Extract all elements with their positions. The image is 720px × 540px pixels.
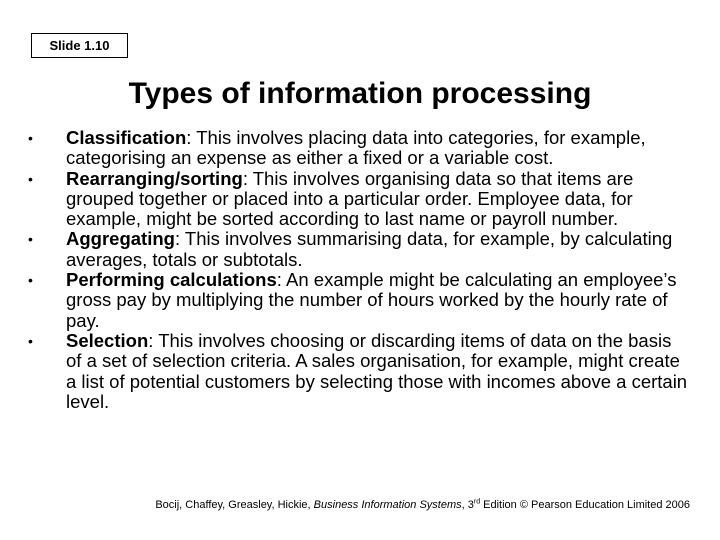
citation-book-title: Business Information Systems xyxy=(313,499,462,511)
citation-footer xyxy=(0,498,690,512)
bullet-text: : This involves placing data into categories, for example, categorising an expense as either a fixed or a variable cost. xyxy=(66,127,646,169)
bullet-text: : An example might be calculating an employee’s gross pay by multiplying the number of hours worked by the hourly rate of pay. xyxy=(66,269,677,331)
slide-number-badge: Slide 1.10 xyxy=(31,33,128,58)
bullet-icon: • xyxy=(28,332,33,349)
bullet-term: Aggregating xyxy=(66,228,175,250)
bullet-text: : This involves organising data so that items are grouped together or placed into a particular order. Employee data, for example, might be sorted according to last name or payroll number. xyxy=(66,167,634,230)
bullet-icon: • xyxy=(28,170,33,187)
bullet-list xyxy=(28,128,688,412)
citation-edition: , 3 xyxy=(461,499,474,511)
bullet-icon: • xyxy=(28,272,33,289)
bullet-term: Classification xyxy=(66,127,187,148)
bullet-item-classification xyxy=(28,128,688,169)
bullet-item-aggregating xyxy=(28,229,688,270)
citation-publisher: Edition © Pearson Education Limited 2006 xyxy=(480,499,690,511)
bullet-text: : This involves summarising data, for example, by calculating averages, totals or subtotals. xyxy=(66,228,673,270)
bullet-icon: • xyxy=(28,130,33,146)
citation-edition-suffix: rd xyxy=(473,498,481,506)
bullet-item-calculations xyxy=(28,270,688,331)
bullet-term: Performing calculations xyxy=(66,269,277,291)
slide-title: Types of information processing xyxy=(128,77,592,110)
citation-authors: Bocij, Chaffey, Greasley, Hickie, xyxy=(155,499,314,511)
bullet-term: Selection xyxy=(66,329,149,351)
bullet-term: Rearranging/sorting xyxy=(66,167,243,189)
bullet-item-rearranging xyxy=(28,169,688,230)
bullet-item-selection xyxy=(28,331,688,412)
bullet-text: : This involves choosing or discarding items of data on the basis of a set of selection criteria. A sales organisation, for example, might create a list of potential customers by selecting those with incomes above a certain level. xyxy=(66,329,688,412)
bullet-icon: • xyxy=(28,231,33,248)
